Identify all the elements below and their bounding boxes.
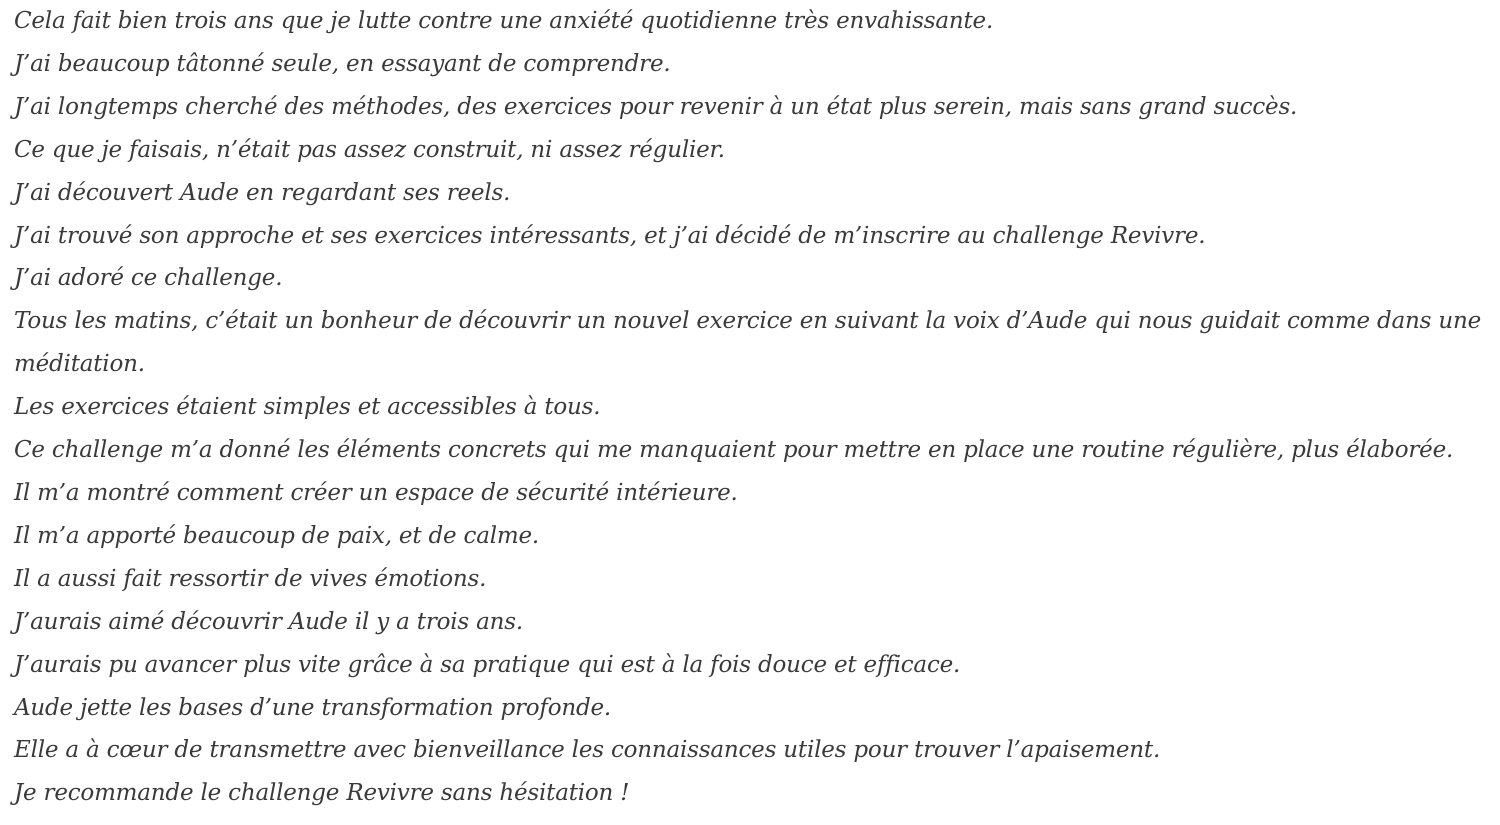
testimonial-line: Elle a à cœur de transmettre avec bienveillance les connaissances utiles pour trouver l’apaisement. <box>14 737 1161 764</box>
testimonial-line: Je recommande le challenge Revivre sans hésitation ! <box>14 780 630 807</box>
testimonial-line: J’ai beaucoup tâtonné seule, en essayant de comprendre. <box>14 50 671 77</box>
testimonial-line: Aude jette les bases d’une transformation profonde. <box>14 694 612 721</box>
testimonial-text <box>14 0 1498 815</box>
testimonial-line: Tous les matins, c’était un bonheur de découvrir un nouvel exercice en suivant la voix d’Aude qui nous guidait comme dans une <box>14 308 1482 335</box>
testimonial-line: Il a aussi fait ressortir de vives émotions. <box>14 565 487 592</box>
testimonial-line: J’ai longtemps cherché des méthodes, des exercices pour revenir à un état plus serein, mais sans grand succès. <box>14 93 1298 120</box>
testimonial-line: J’ai découvert Aude en regardant ses reels. <box>14 179 511 206</box>
testimonial-line: Les exercices étaient simples et accessibles à tous. <box>14 394 601 421</box>
testimonial-line: Ce challenge m’a donné les éléments concrets qui me manquaient pour mettre en place une routine régulière, plus élaborée. <box>14 437 1454 464</box>
testimonial-line: Il m’a montré comment créer un espace de sécurité intérieure. <box>14 479 738 506</box>
testimonial-line: Ce que je faisais, n’était pas assez construit, ni assez régulier. <box>14 136 725 163</box>
testimonial-line: J’ai adoré ce challenge. <box>14 265 283 292</box>
testimonial-line: méditation. <box>14 351 145 378</box>
testimonial-line: J’aurais aimé découvrir Aude il y a trois ans. <box>14 608 523 635</box>
testimonial-line: J’aurais pu avancer plus vite grâce à sa pratique qui est à la fois douce et efficace. <box>14 651 961 678</box>
testimonial-line: Il m’a apporté beaucoup de paix, et de calme. <box>14 522 540 549</box>
testimonial-line: J’ai trouvé son approche et ses exercices intéressants, et j’ai décidé de m’inscrire au challenge Revivre. <box>14 222 1206 249</box>
testimonial-line: Cela fait bien trois ans que je lutte contre une anxiété quotidienne très envahissante. <box>14 8 994 34</box>
